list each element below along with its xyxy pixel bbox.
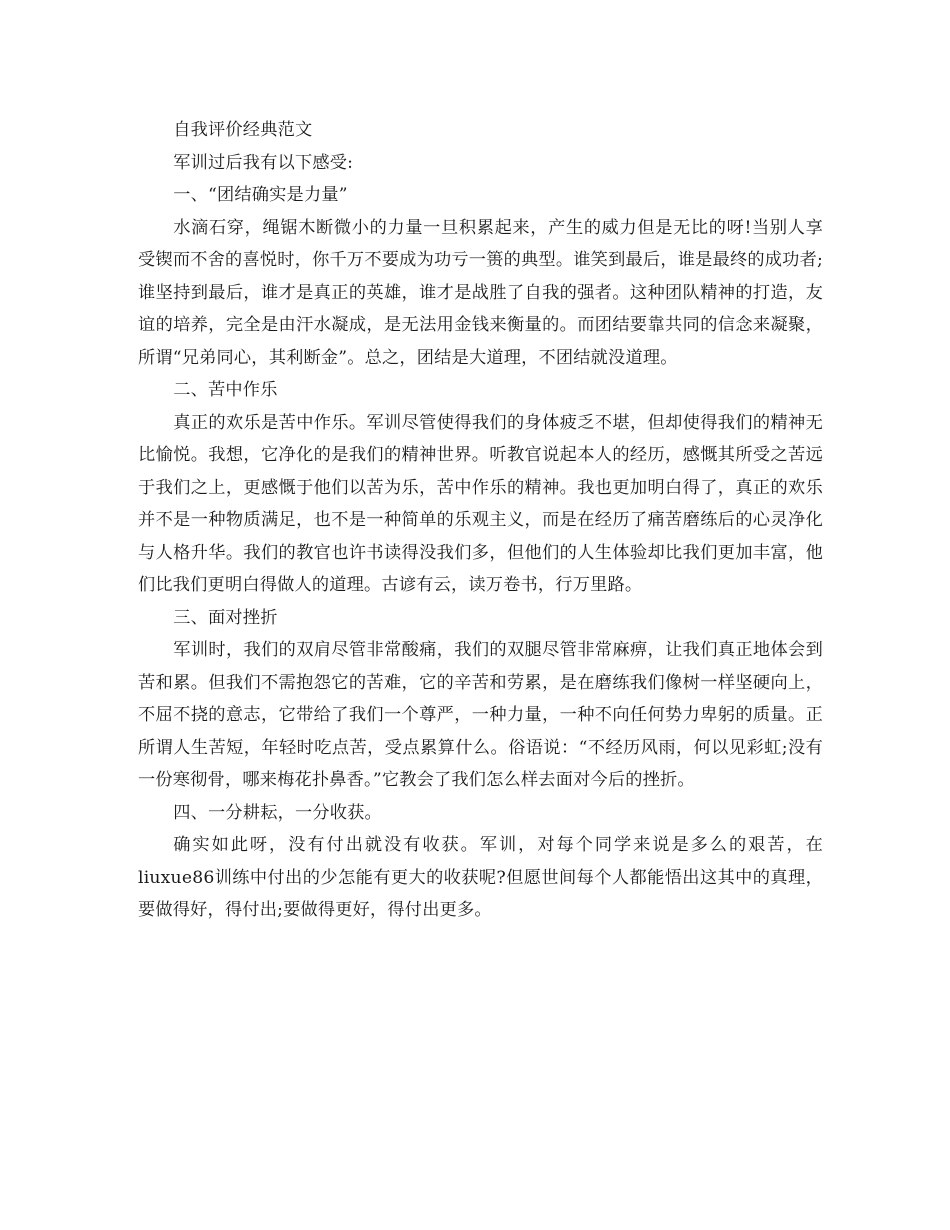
section-paragraph-3: 军训时，我们的双肩尽管非常酸痛，我们的双腿尽管非常麻痹，让我们真正地体会到苦和累。但我们不需抱怨它的苦难，它的辛苦和劳累，是在磨练我们像树一样坚硬向上，不屈不挠的意志，它带给了我们一个尊严，一种力量，一种不向任何势力卑躬的质量。正所谓人生苦短，年轻时吃点苦，受点累算什么。俗语说：“不经历风雨，何以见彩虹;没有一份寒彻骨，哪来梅花扑鼻香。”它教会了我们怎么样去面对今后的挫折。 xyxy=(138,640,823,790)
section-heading-4: 四、一分耕耘，一分收获。 xyxy=(173,802,382,823)
section-heading-2: 二、苦中作乐 xyxy=(173,380,278,400)
section-heading-3: 三、面对挫折 xyxy=(173,607,278,628)
section-heading-1: 一、“团结确实是力量” xyxy=(173,185,348,205)
section-paragraph-2: 真正的欢乐是苦中作乐。军训尽管使得我们的身体疲乏不堪，但却使得我们的精神无比愉悦。我想，它净化的是我们的精神世界。听教官说起本人的经历，感慨其所受之苦远于我们之上，更感慨于他们以苦为乐，苦中作乐的精神。我也更加明白得了，真正的欢乐并不是一种物质满足，也不是一种简单的乐观主义，而是在经历了痛苦磨练后的心灵净化与人格升华。我们的教官也许书读得没我们多，但他们的人生体验却比我们更加丰富，他们比我们更明白得做人的道理。古谚有云，读万卷书，行万里路。 xyxy=(138,412,823,595)
document-body xyxy=(138,114,823,927)
section-paragraph-4: 确实如此呀，没有付出就没有收获。军训，对每个同学来说是多么的艰苦，在liuxue86训练中付出的少怎能有更大的收获呢?但愿世间每个人都能悟出这其中的真理，要做得好，得付出;要做得更好，得付出更多。 xyxy=(138,835,823,920)
document-title: 自我评价经典范文 xyxy=(173,120,313,140)
intro-paragraph: 军训过后我有以下感受: xyxy=(173,152,354,173)
section-paragraph-1: 水滴石穿，绳锯木断微小的力量一旦积累起来，产生的威力但是无比的呀!当别人享受锲而不舍的喜悦时，你千万不要成为功亏一篑的典型。谁笑到最后，谁是最终的成功者;谁坚持到最后，谁才是真正的英雄，谁才是战胜了自我的强者。这种团队精神的打造，友谊的培养，完全是由汗水凝成，是无法用金钱来衡量的。而团结要靠共同的信念来凝聚，所谓“兄弟同心，其利断金”。总之，团结是大道理，不团结就没道理。 xyxy=(138,217,823,368)
